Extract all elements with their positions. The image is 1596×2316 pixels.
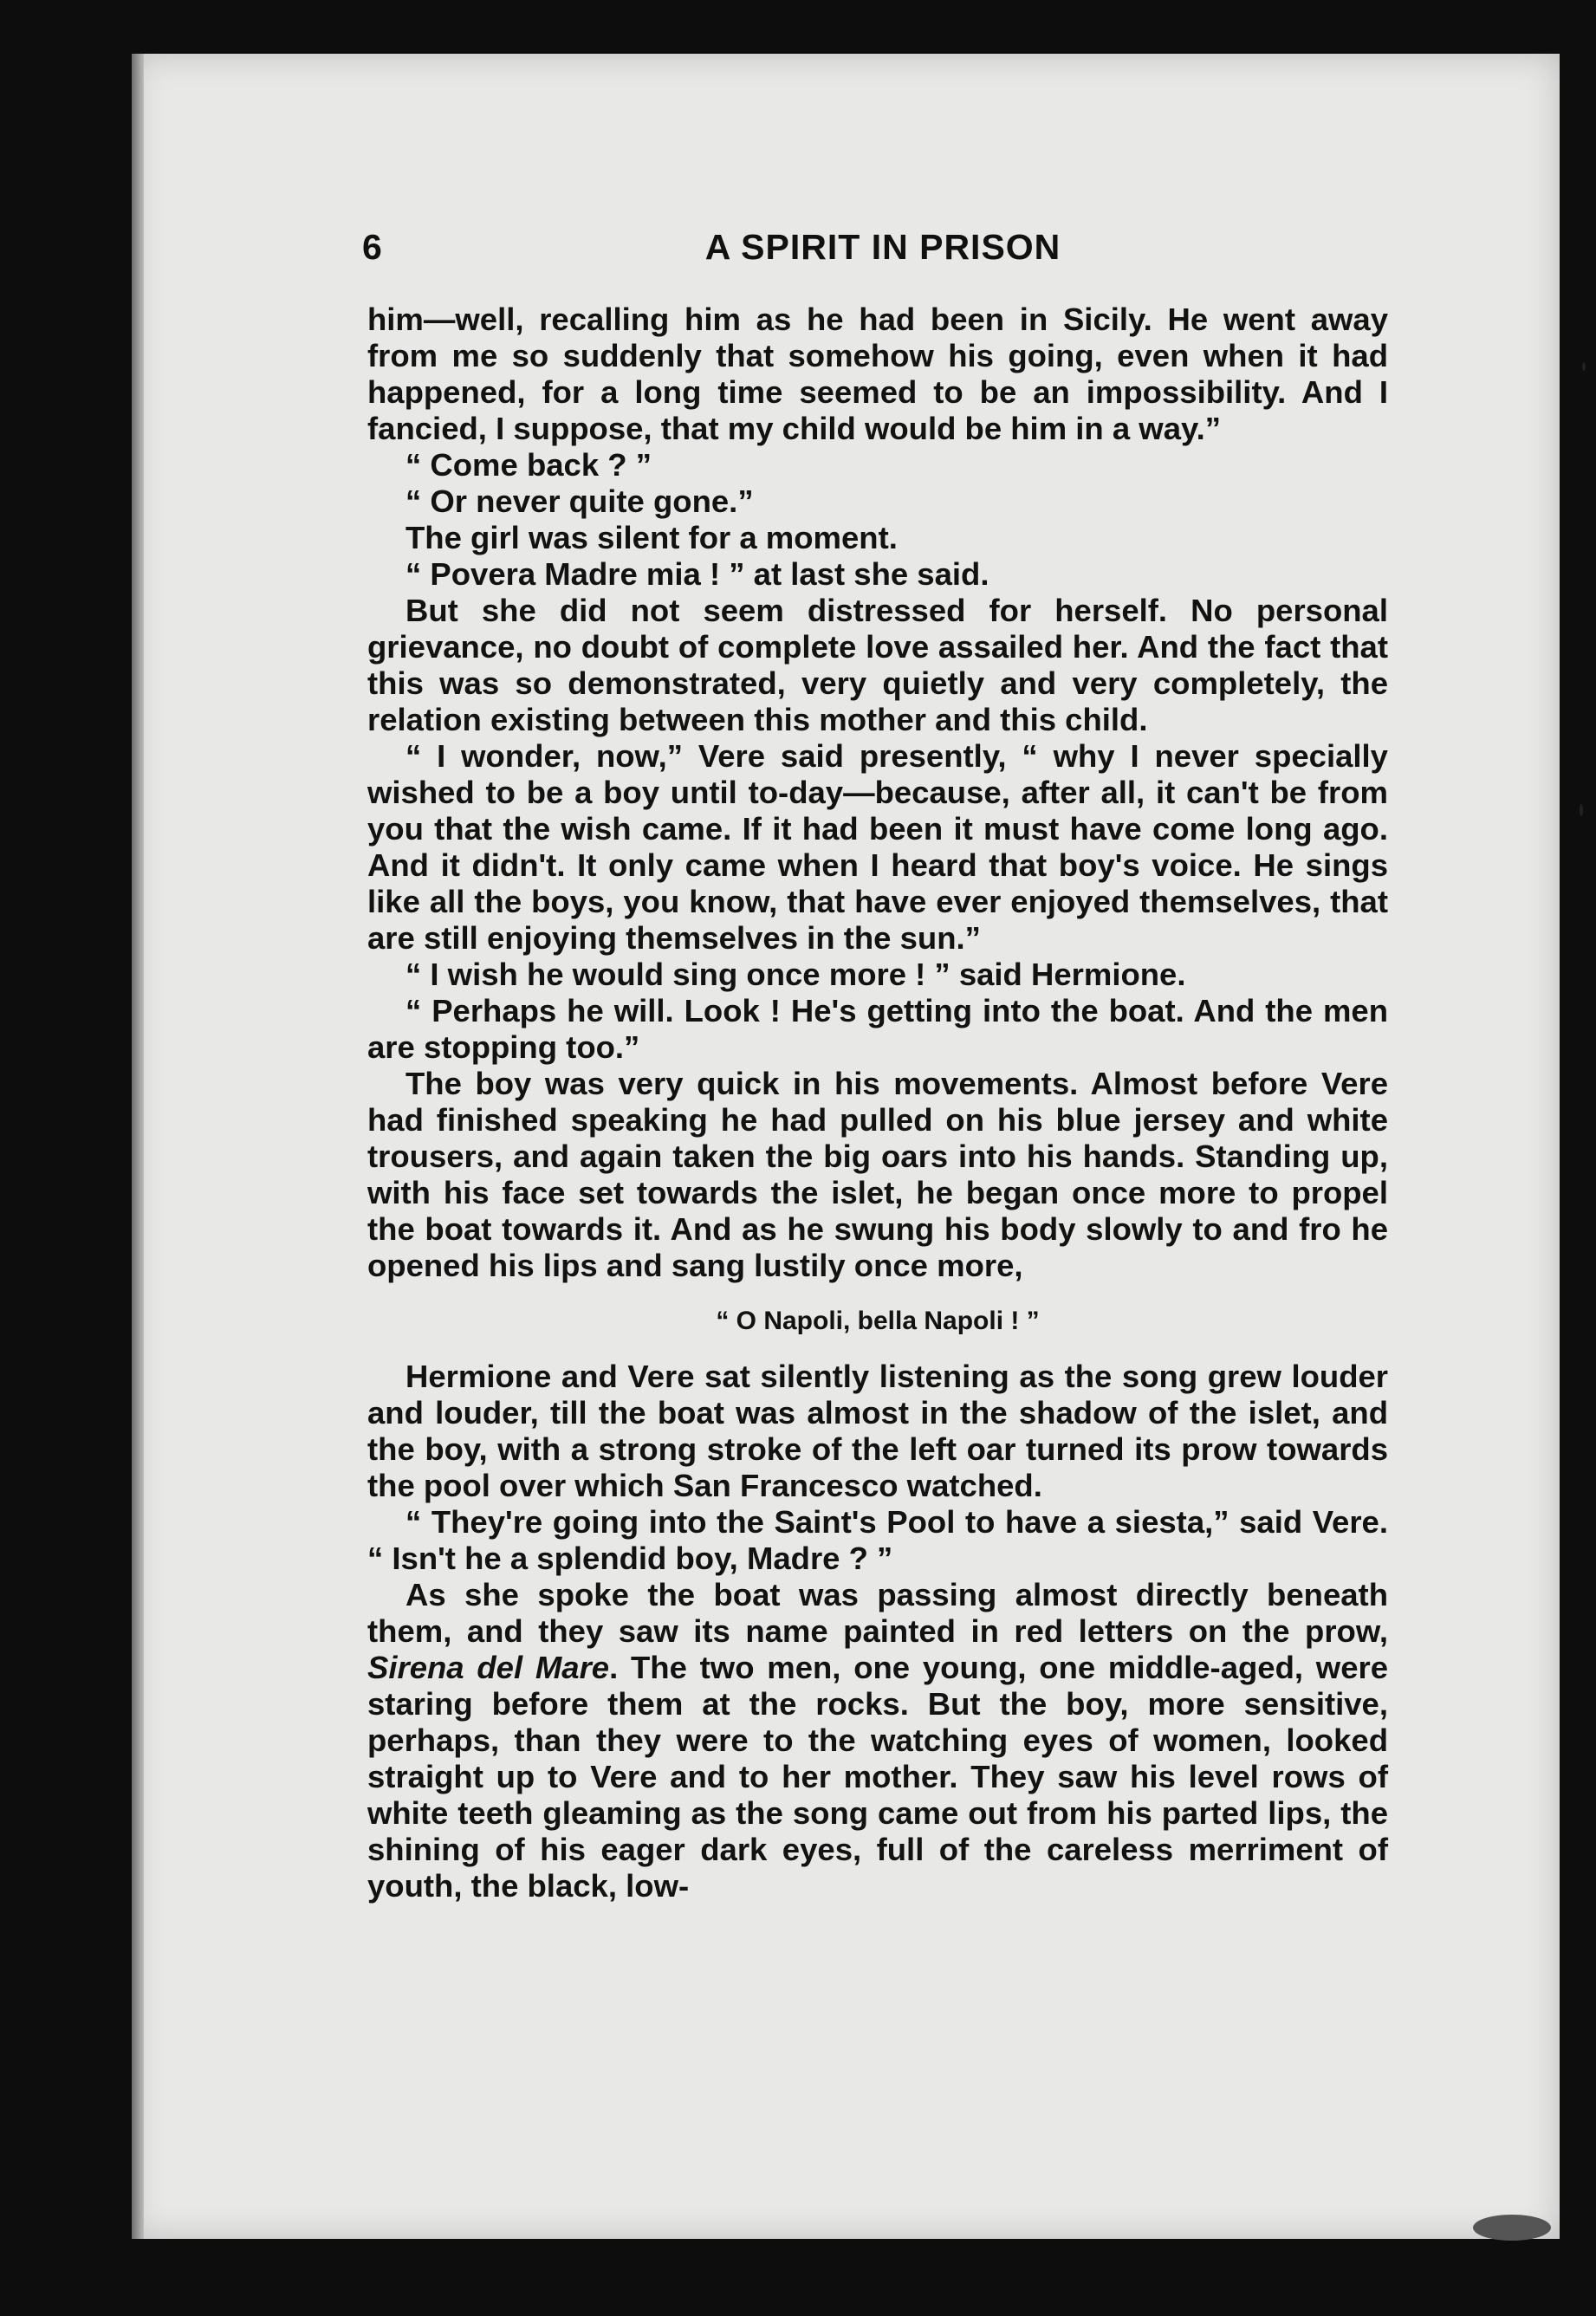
paragraph	[367, 1577, 1388, 1904]
paragraph-text: As she spoke the boat was passing almost directly beneath them, and they saw its name painted in red letters on the prow,	[367, 1577, 1388, 1649]
paragraph: “ I wish he would sing once more ! ” said Hermione.	[405, 957, 1186, 992]
running-title: A SPIRIT IN PRISON	[704, 227, 1061, 267]
paragraph: “ Come back ? ”	[405, 447, 652, 483]
paragraph: “ Povera Madre mia ! ” at last she said.	[405, 556, 989, 592]
paragraph-text: . The two men, one young, one middle-aged, were staring before them at the rocks. But the boy, more sensitive, perhaps, than they were to the watching eyes of women, looked straight up to Vere and to her mother. They saw his level rows of white teeth gleaming as the song came out from his parted lips, the shining of his eager dark eyes, full of the careless merriment of youth, the black, low-	[367, 1650, 1389, 1904]
print-speck	[1582, 362, 1586, 371]
paragraph: The girl was silent for a moment.	[405, 520, 898, 555]
paragraph: “ Or never quite gone.”	[405, 483, 754, 519]
body-text	[367, 302, 1388, 1904]
paragraph: The boy was very quick in his movements. Almost before Vere had finished speaking he had pulled on his blue jersey and white trousers, and again taken the big oars into his hands. Standing up, with his face set towards the islet, he began once more to propel the boat towards it. And as he swung his body slowly to and fro he opened his lips and sang lustily once more,	[367, 1066, 1388, 1283]
page-number: 6	[362, 227, 382, 267]
paragraph: “ Perhaps he will. Look ! He's getting into the boat. And the men are stopping too.”	[367, 993, 1388, 1065]
paragraph: “ I wonder, now,” Vere said presently, “ why I never specially wished to be a boy until to-day—because, after all, it can't be from you that the wish came. If it had been it must have come long ago. And it didn't. It only came when I heard that boy's voice. He sings like all the boys, you know, that have ever enjoyed themselves, that are still enjoying themselves in the sun.”	[367, 738, 1388, 956]
print-speck	[1473, 2215, 1551, 2241]
paragraph: Hermione and Vere sat silently listening as the song grew louder and louder, till the boat was almost in the shadow of the islet, and the boy, with a strong stroke of the left oar turned its prow towards the pool over which San Francesco watched.	[367, 1359, 1388, 1503]
print-speck	[1580, 804, 1583, 816]
paragraph: “ They're going into the Saint's Pool to have a siesta,” said Vere. “ Isn't he a splendid boy, Madre ? ”	[367, 1504, 1388, 1576]
paragraph: But she did not seem distressed for herself. No personal grievance, no doubt of complete love assailed her. And the fact that this was so demonstrated, very quietly and very completely, the relation existing between this mother and this child.	[367, 593, 1388, 737]
paragraph: him—well, recalling him as he had been in Sicily. He went away from me so suddenly that somehow his going, even when it had happened, for a long time seemed to be an impossibility. And I fancied, I suppose, that my child would be him in a way.”	[367, 302, 1388, 446]
song-line: “ O Napoli, bella Napoli ! ”	[716, 1307, 1040, 1335]
boat-name: Sirena del Mare	[367, 1650, 610, 1685]
page-header	[362, 227, 1386, 279]
page-binding-edge	[132, 54, 144, 2239]
